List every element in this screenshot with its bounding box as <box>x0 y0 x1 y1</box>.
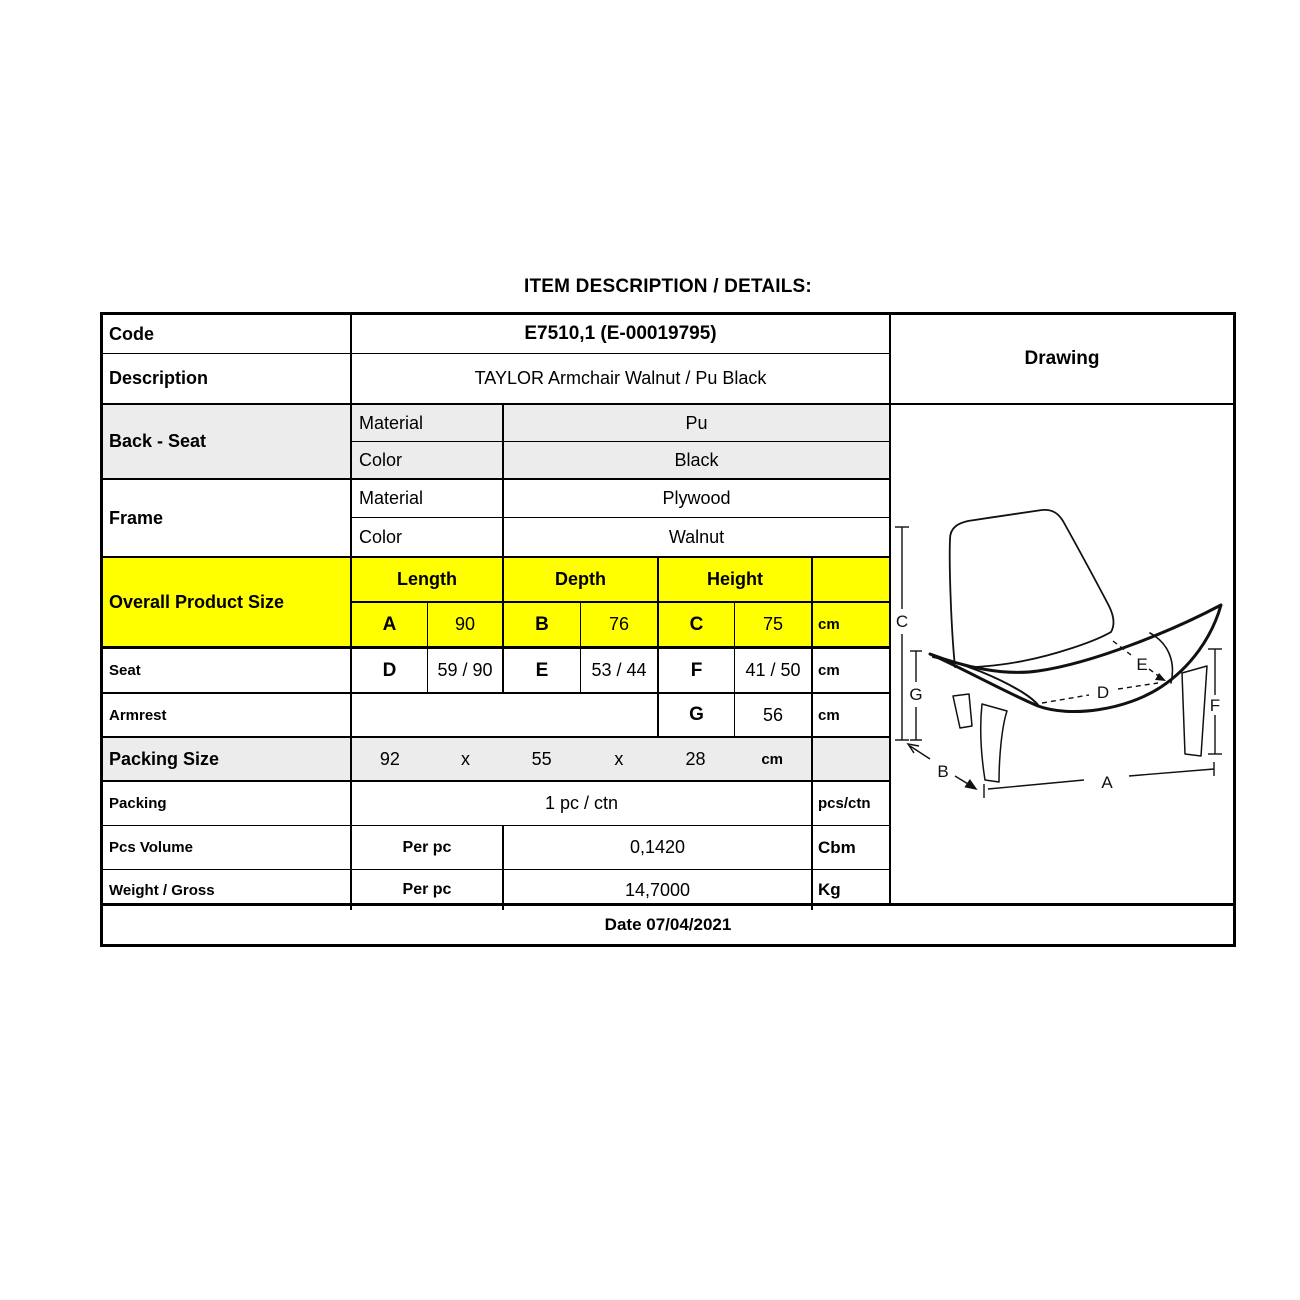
back-seat-material-value: Pu <box>685 412 708 433</box>
armrest-empty-cell <box>352 694 659 736</box>
armrest-label: Armrest <box>103 694 352 736</box>
header-height: Height <box>659 558 813 601</box>
header-unit-spacer <box>813 558 889 601</box>
table-row-packing-size <box>103 738 889 782</box>
description-label: Description <box>103 354 352 403</box>
dim-value-a: 90 <box>428 603 504 646</box>
drawing-area <box>891 405 1233 903</box>
packing-size-width: 55 <box>531 748 552 769</box>
packing-size-x1: x <box>461 748 470 769</box>
back-seat-color-row <box>352 442 889 478</box>
table-row-description <box>103 354 889 405</box>
drawing-label-f: F <box>1209 696 1221 715</box>
weight-gross-label: Weight / Gross <box>103 870 352 910</box>
pcs-volume-per: Per pc <box>352 826 504 869</box>
back-seat-color-value: Black <box>674 449 719 470</box>
weight-gross-value: 14,7000 <box>504 870 813 910</box>
frame-label: Frame <box>103 480 352 556</box>
back-seat-material-key: Material <box>352 405 504 441</box>
section-frame <box>103 480 889 558</box>
description-value: TAYLOR Armchair Walnut / Pu Black <box>474 368 767 388</box>
dim-key-c: C <box>659 603 735 646</box>
overall-unit: cm <box>818 616 840 633</box>
drawing-label-e: E <box>1136 655 1148 674</box>
chair-leg-back-left <box>953 694 972 728</box>
frame-material-row <box>352 480 889 518</box>
dim-key-a: A <box>352 603 428 646</box>
dim-key-b: B <box>504 603 581 646</box>
packing-size-label: Packing Size <box>103 738 352 780</box>
dimension-a <box>984 762 1214 798</box>
packing-label: Packing <box>103 782 352 825</box>
back-seat-material-row <box>352 405 889 442</box>
pcs-volume-value: 0,1420 <box>504 826 813 869</box>
dim-value-b: 76 <box>581 603 659 646</box>
spec-table <box>100 312 1236 947</box>
dim-key-f: F <box>659 649 735 692</box>
page-title: ITEM DESCRIPTION / DETAILS: <box>524 276 812 297</box>
dim-key-d: D <box>352 649 428 692</box>
header-depth: Depth <box>504 558 659 601</box>
frame-material-value: Plywood <box>662 488 731 508</box>
pcs-volume-unit: Cbm <box>818 837 856 857</box>
armrest-unit: cm <box>818 706 840 724</box>
drawing-label-b: B <box>937 762 949 781</box>
frame-material-key: Material <box>352 480 504 517</box>
packing-size-x2: x <box>614 748 624 769</box>
chair-leg-front <box>981 704 1007 782</box>
back-seat-color-key: Color <box>352 442 504 478</box>
overall-values-row <box>352 603 889 646</box>
overall-headers-row <box>352 558 889 603</box>
packing-value: 1 pc / ctn <box>352 782 813 825</box>
table-row-pcs-volume <box>103 826 889 870</box>
drawing-label-a: A <box>1101 773 1113 792</box>
chair-leg-right <box>1182 666 1207 756</box>
dim-value-c: 75 <box>735 603 813 646</box>
dim-value-d: 59 / 90 <box>428 649 504 692</box>
overall-product-size-label: Overall Product Size <box>103 558 352 646</box>
chair-backrest <box>950 510 1114 667</box>
drawing-label-c: C <box>895 612 909 631</box>
drawing-header: Drawing <box>891 315 1233 405</box>
seat-label: Seat <box>103 649 352 692</box>
packing-size-height: 28 <box>685 748 706 769</box>
frame-color-key: Color <box>352 518 504 556</box>
drawing-label-d: D <box>1096 683 1110 702</box>
section-back-seat <box>103 405 889 480</box>
drawing-label-g: G <box>909 685 923 704</box>
weight-gross-unit: Kg <box>818 880 841 899</box>
pcs-volume-label: Pcs Volume <box>103 826 352 869</box>
dim-key-g: G <box>659 694 735 736</box>
code-value: E7510,1 (E-00019795) <box>524 323 717 344</box>
weight-gross-per: Per pc <box>352 870 504 910</box>
frame-color-value: Walnut <box>668 526 725 547</box>
packing-size-empty <box>813 738 889 780</box>
frame-color-row <box>352 518 889 556</box>
back-seat-label: Back - Seat <box>103 405 352 478</box>
table-row-armrest <box>103 694 889 738</box>
packing-size-length: 92 <box>379 748 400 769</box>
dim-value-g: 56 <box>735 694 813 736</box>
packing-unit: pcs/ctn <box>818 795 871 812</box>
seat-unit: cm <box>818 662 840 679</box>
dim-key-e: E <box>504 649 581 692</box>
table-row-code <box>103 315 889 354</box>
date-row: Date 07/04/2021 <box>103 903 1233 944</box>
code-label: Code <box>103 315 352 353</box>
chair-illustration <box>930 510 1221 782</box>
packing-size-values <box>352 738 813 780</box>
header-length: Length <box>352 558 504 601</box>
chair-technical-drawing <box>891 405 1233 903</box>
table-row-packing <box>103 782 889 826</box>
table-row-seat <box>103 649 889 694</box>
spec-table-main <box>103 315 889 903</box>
section-overall-product-size <box>103 558 889 649</box>
dim-value-e: 53 / 44 <box>581 649 659 692</box>
dimension-c <box>895 527 909 740</box>
drawing-column <box>889 315 1233 903</box>
dim-value-f: 41 / 50 <box>735 649 813 692</box>
packing-size-unit: cm <box>761 750 784 768</box>
